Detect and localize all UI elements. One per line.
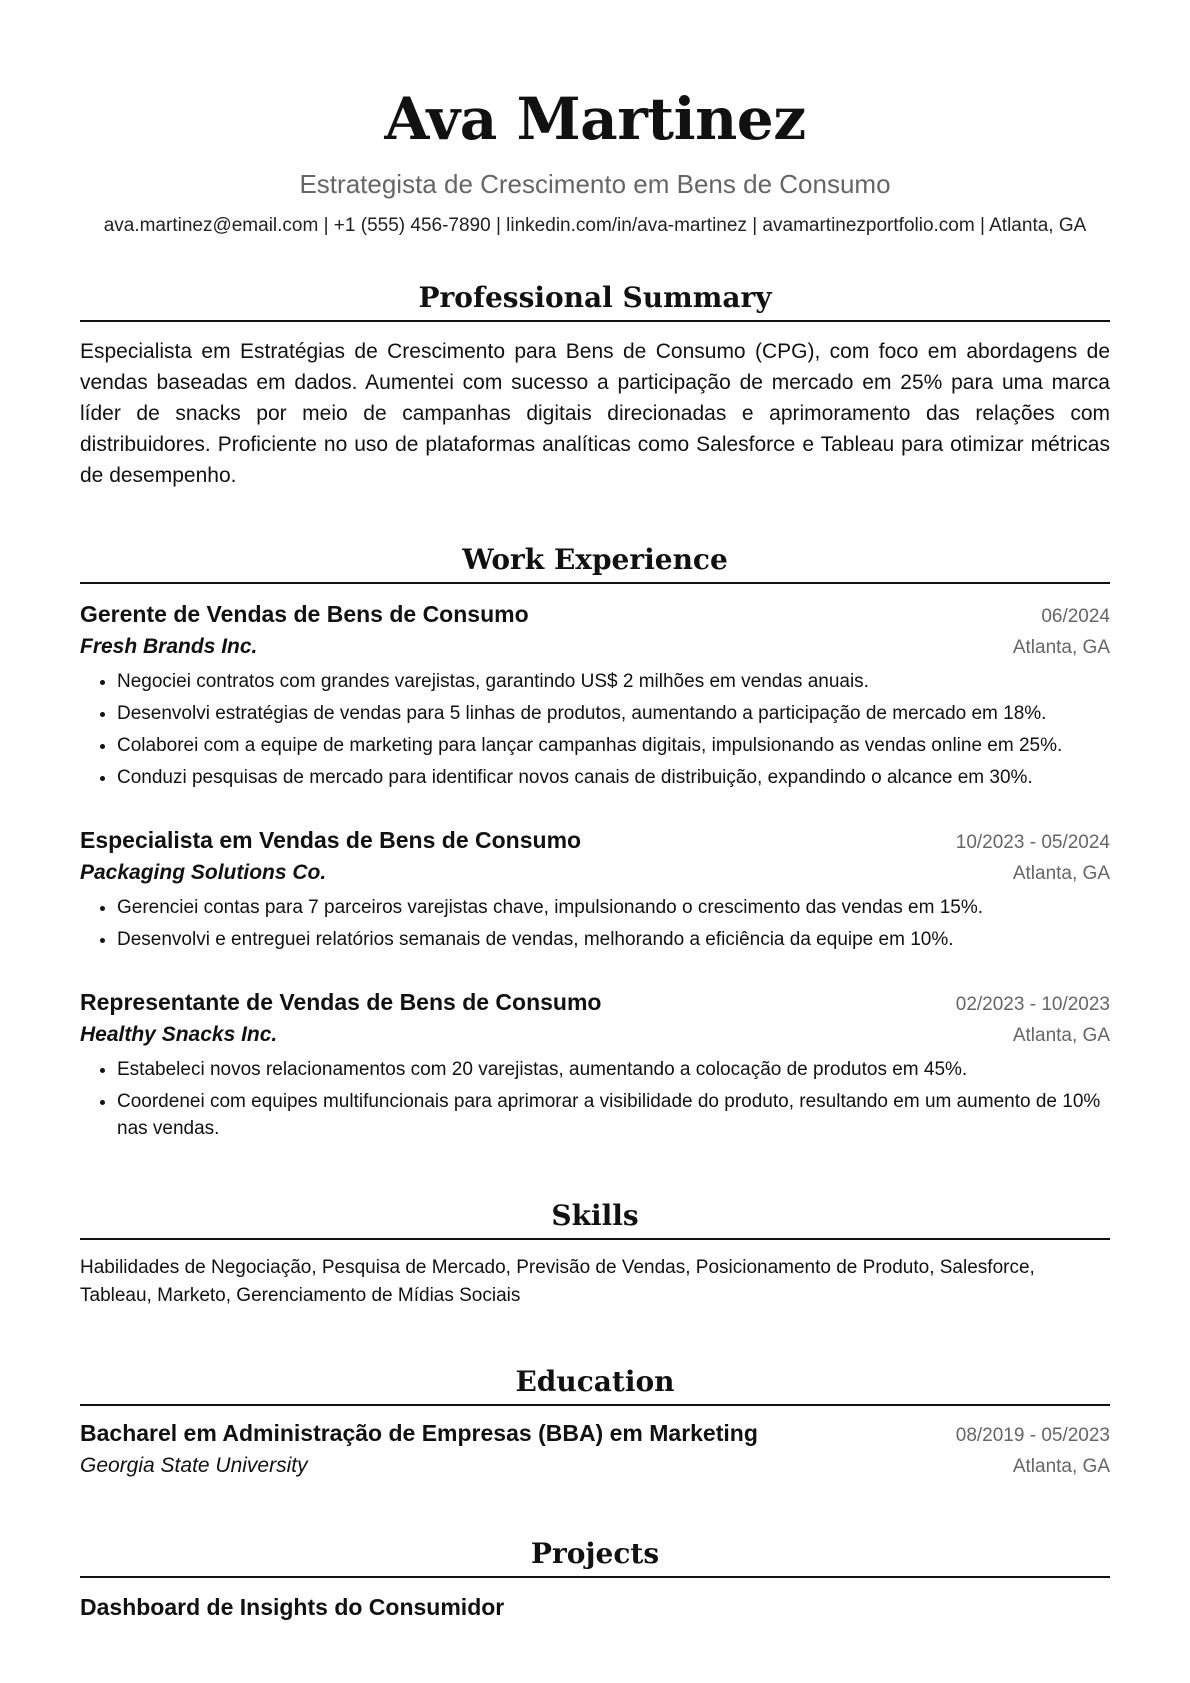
job-entry [80, 599, 1110, 791]
job-company: Packaging Solutions Co. [80, 861, 327, 884]
education-location: Atlanta, GA [1012, 1456, 1110, 1477]
contact-line: ava.martinez@email.com | +1 (555) 456-7890 | linkedin.com/in/ava-martinez | avamartinezportfolio.com | Atlanta, GA [103, 215, 1087, 236]
school: Georgia State University [80, 1454, 308, 1477]
job-date: 06/2024 [1041, 606, 1110, 627]
candidate-title: Estrategista de Crescimento em Bens de Consumo [299, 169, 891, 199]
projects-heading: Projects [80, 1534, 1110, 1578]
job-bullet: • Gerenciei contas para 7 parceiros varejistas chave, impulsionando o crescimento das vendas em 15%. [117, 894, 1110, 921]
job-role: Gerente de Vendas de Bens de Consumo [80, 601, 529, 627]
summary-section [80, 278, 1110, 491]
job-role: Representante de Vendas de Bens de Consumo [80, 989, 602, 1015]
skills-list: Habilidades de Negociação, Pesquisa de Mercado, Previsão de Vendas, Posicionamento de Produto, Salesforce, Tableau, Marketo, Gerenciamento de Mídias Sociais [80, 1257, 1035, 1306]
education-section [80, 1362, 1110, 1482]
education-heading: Education [80, 1362, 1110, 1406]
job-entry [80, 825, 1110, 953]
degree: Bacharel em Administração de Empresas (BBA) em Marketing [80, 1420, 758, 1446]
job-company: Healthy Snacks Inc. [80, 1023, 278, 1046]
job-bullets [80, 894, 1110, 953]
job-bullet: • Estabeleci novos relacionamentos com 20 varejistas, aumentando a colocação de produtos em 45%. [117, 1056, 1110, 1083]
job-company: Fresh Brands Inc. [80, 635, 258, 658]
job-bullet: • Conduzi pesquisas de mercado para identificar novos canais de distribuição, expandindo o alcance em 30%. [117, 764, 1110, 791]
job-role: Especialista em Vendas de Bens de Consumo [80, 827, 582, 853]
summary-text: Especialista em Estratégias de Crescimento para Bens de Consumo (CPG), com foco em abordagens de vendas baseadas em dados. Aumentei com sucesso a participação de mercado em 25% para uma marca líder de snacks por meio de campanhas digitais direcionadas e aprimoramento das relações com distribuidores. Proficiente no uso de plataformas analíticas como Salesforce e Tableau para otimizar métricas de desempenho. [80, 340, 1110, 487]
work-experience-section [80, 540, 1110, 1142]
skills-heading: Skills [80, 1196, 1110, 1240]
job-bullet: • Colaborei com a equipe de marketing para lançar campanhas digitais, impulsionando as vendas online em 25%. [117, 732, 1110, 759]
education-entry [80, 1418, 1110, 1482]
project-title: Dashboard de Insights do Consumidor [80, 1594, 505, 1620]
job-bullet: • Negociei contratos com grandes varejistas, garantindo US$ 2 milhões em vendas anuais. [117, 668, 1110, 695]
job-bullets [80, 668, 1110, 791]
job-bullets [80, 1056, 1110, 1142]
job-bullet: • Coordenei com equipes multifuncionais para aprimorar a visibilidade do produto, resultando em um aumento de 10% nas vendas. [117, 1088, 1110, 1142]
job-location: Atlanta, GA [1012, 863, 1110, 884]
education-date: 08/2019 - 05/2023 [955, 1425, 1110, 1446]
job-bullet: • Desenvolvi estratégias de vendas para 5 linhas de produtos, aumentando a participação de mercado em 18%. [117, 700, 1110, 727]
candidate-name: Ava Martinez [384, 85, 806, 153]
skills-section [80, 1196, 1110, 1310]
job-entry [80, 987, 1110, 1142]
job-date: 02/2023 - 10/2023 [955, 994, 1110, 1015]
job-location: Atlanta, GA [1012, 637, 1110, 658]
work-experience-heading: Work Experience [80, 540, 1110, 584]
summary-heading: Professional Summary [80, 278, 1110, 322]
job-date: 10/2023 - 05/2024 [955, 832, 1110, 853]
job-bullet: • Desenvolvi e entreguei relatórios semanais de vendas, melhorando a eficiência da equipe em 10%. [117, 926, 1110, 953]
projects-section [80, 1534, 1110, 1622]
job-location: Atlanta, GA [1012, 1025, 1110, 1046]
